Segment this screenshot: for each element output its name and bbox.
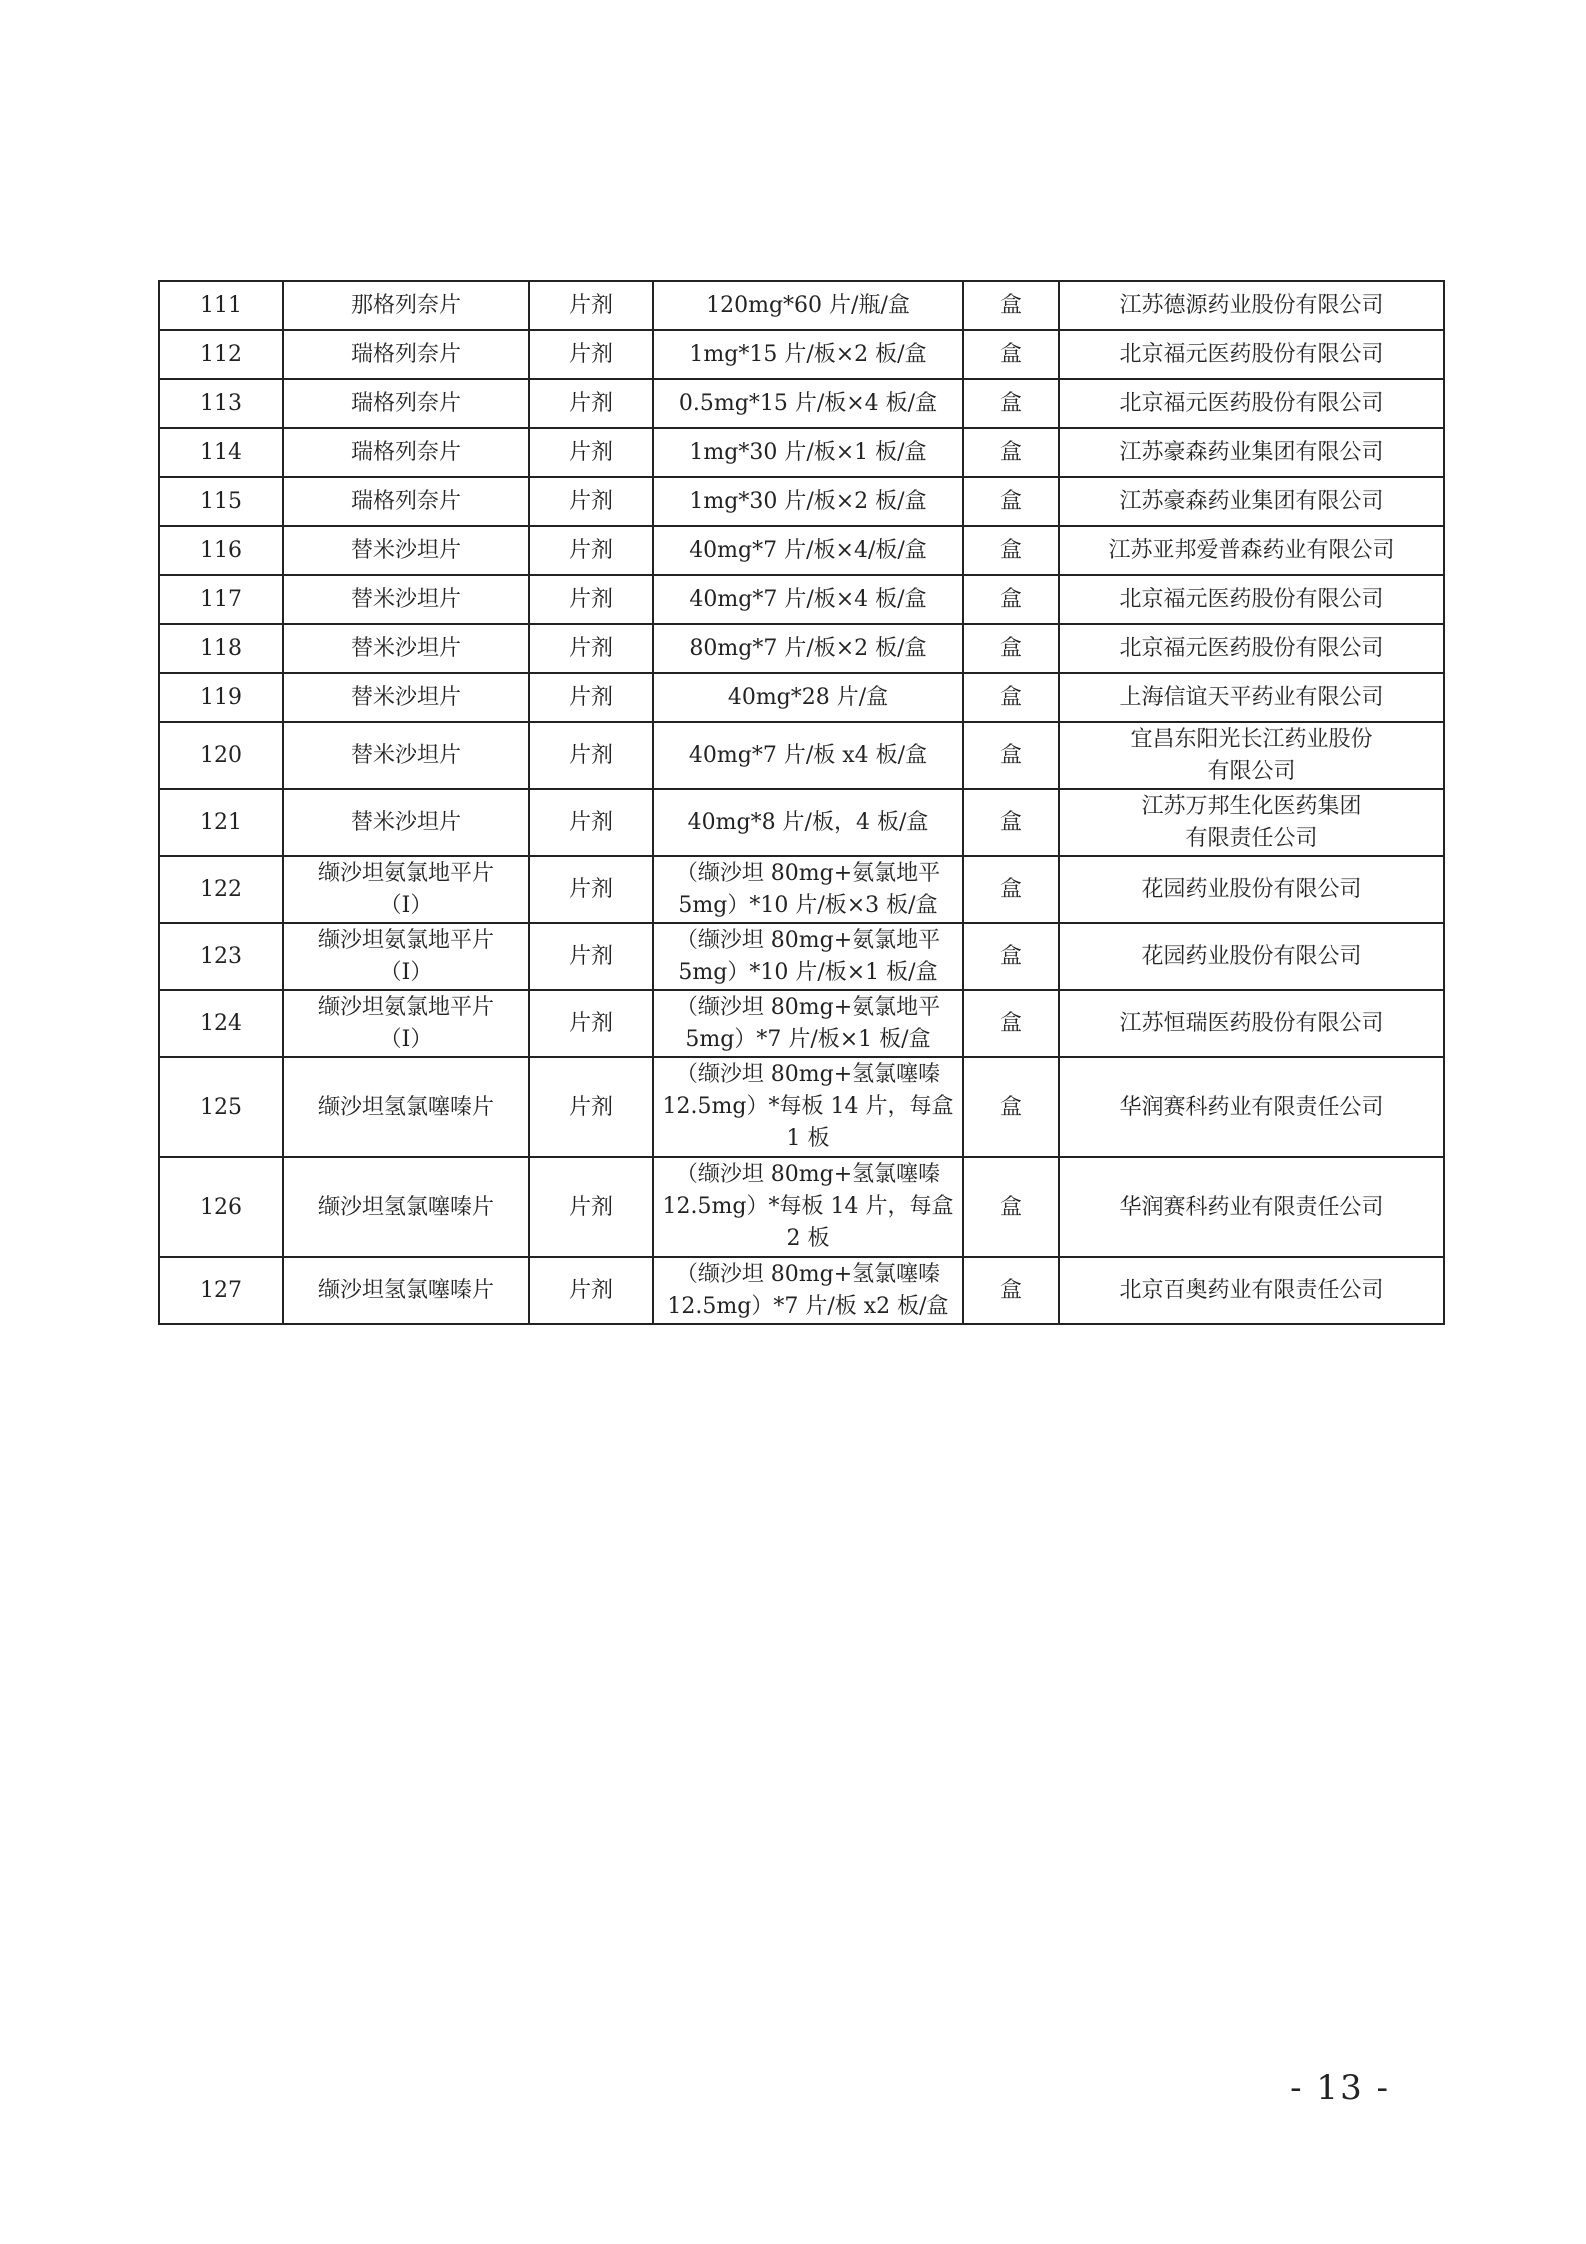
row-number-text: 113 [200,391,242,416]
dosage-form-text: 片剂 [568,1278,613,1303]
row-number-cell [159,526,283,575]
table-row [159,477,1444,526]
unit-cell [963,624,1059,673]
specification-line: 5mg）*7 片/板×1 板/盒 [685,1026,931,1052]
specification-line: （缬沙坦 80mg+氨氯地平 [675,860,941,886]
row-number-cell [159,330,283,379]
dosage-form-text: 片剂 [568,1011,613,1036]
drug-name-cell [283,789,529,856]
specification-line: 40mg*7 片/板×4 板/盒 [689,587,927,612]
drug-name-cell [283,1257,529,1324]
unit-text: 盒 [999,391,1022,416]
specification-cell [653,281,963,330]
unit-text: 盒 [999,342,1022,367]
dosage-form-text: 片剂 [568,440,613,465]
specification-line: 2 板 [786,1226,830,1251]
specification-line: 12.5mg）*每板 14 片，每盒 [662,1194,954,1219]
drug-name-line: 替米沙坦片 [350,743,461,768]
drug-list-table [158,280,1445,1325]
specification-line: 40mg*28 片/盒 [727,685,889,710]
drug-name-line: 瑞格列奈片 [350,489,461,514]
drug-name-cell [283,477,529,526]
manufacturer-line: 江苏豪森药业集团有限公司 [1119,440,1384,465]
row-number-text: 116 [200,538,242,563]
specification-line: 0.5mg*15 片/板×4 板/盒 [678,391,938,416]
row-number-text: 127 [200,1278,242,1303]
drug-name-cell [283,379,529,428]
dosage-form-text: 片剂 [568,1194,613,1220]
row-number-text: 115 [200,489,242,514]
manufacturer-cell [1059,1057,1444,1157]
dosage-form-text: 片剂 [568,685,613,710]
table-body [159,281,1444,1324]
manufacturer-line: 北京福元医药股份有限公司 [1119,587,1384,612]
manufacturer-cell [1059,1257,1444,1324]
manufacturer-cell [1059,477,1444,526]
row-number-cell [159,1257,283,1324]
dosage-form-text: 片剂 [568,636,613,661]
unit-text: 盒 [999,293,1022,318]
manufacturer-cell [1059,990,1444,1057]
drug-name-cell [283,990,529,1057]
specification-cell [653,477,963,526]
unit-cell [963,673,1059,722]
unit-text: 盒 [999,944,1022,969]
specification-cell [653,624,963,673]
table-row [159,330,1444,379]
table-row [159,281,1444,330]
drug-name-cell [283,1057,529,1157]
drug-name-line: 缬沙坦氨氯地平片 [317,860,494,886]
unit-cell [963,477,1059,526]
specification-line: 12.5mg）*每板 14 片，每盒 [662,1094,954,1119]
specification-line: （缬沙坦 80mg+氨氯地平 [675,994,941,1020]
dosage-form-text: 片剂 [568,342,613,367]
specification-cell [653,789,963,856]
unit-cell [963,281,1059,330]
dosage-form-text: 片剂 [568,587,613,612]
unit-cell [963,379,1059,428]
table-row [159,624,1444,673]
row-number-cell [159,575,283,624]
dosage-form-cell [529,1057,653,1157]
specification-line: 80mg*7 片/板×2 板/盒 [689,636,927,661]
drug-name-line: （Ⅰ） [379,959,433,985]
dosage-form-text: 片剂 [568,538,613,563]
drug-name-line: 缬沙坦氢氯噻嗪片 [317,1094,494,1120]
dosage-form-cell [529,330,653,379]
specification-line: 40mg*7 片/板 x4 板/盒 [688,743,928,768]
table-row [159,379,1444,428]
row-number-cell [159,990,283,1057]
specification-cell [653,526,963,575]
drug-name-cell [283,281,529,330]
specification-cell [653,990,963,1057]
drug-name-line: 缬沙坦氢氯噻嗪片 [317,1278,494,1303]
unit-text: 盒 [999,1278,1022,1303]
row-number-text: 120 [200,743,242,768]
specification-line: 12.5mg）*7 片/板 x2 板/盒 [667,1293,949,1319]
row-number-text: 117 [200,587,242,612]
row-number-cell [159,673,283,722]
row-number-cell [159,477,283,526]
unit-cell [963,856,1059,923]
specification-line: （缬沙坦 80mg+氢氯噻嗪 [675,1062,941,1087]
unit-cell [963,575,1059,624]
unit-cell [963,990,1059,1057]
manufacturer-line: 上海信谊天平药业有限公司 [1119,685,1384,710]
drug-name-line: 缬沙坦氨氯地平片 [317,927,494,953]
row-number-cell [159,281,283,330]
manufacturer-line: 江苏豪森药业集团有限公司 [1119,489,1384,514]
specification-cell [653,1057,963,1157]
manufacturer-line: 北京福元医药股份有限公司 [1119,391,1384,416]
drug-name-line: 替米沙坦片 [350,538,461,563]
row-number-cell [159,923,283,990]
row-number-cell [159,1157,283,1257]
dosage-form-cell [529,428,653,477]
drug-name-line: 替米沙坦片 [350,636,461,661]
drug-name-cell [283,1157,529,1257]
specification-cell [653,428,963,477]
dosage-form-text: 片剂 [568,743,613,768]
unit-text: 盒 [999,587,1022,612]
specification-line: 40mg*7 片/板×4/板/盒 [689,538,927,563]
specification-cell [653,575,963,624]
specification-line: 120mg*60 片/瓶/盒 [706,293,910,318]
drug-name-line: （Ⅰ） [379,892,433,918]
row-number-cell [159,789,283,856]
row-number-cell [159,379,283,428]
manufacturer-line: 江苏万邦生化医药集团 [1141,793,1362,819]
table-row [159,1157,1444,1257]
specification-cell [653,330,963,379]
drug-name-cell [283,673,529,722]
specification-cell [653,1257,963,1324]
row-number-cell [159,624,283,673]
row-number-text: 126 [200,1194,242,1220]
dosage-form-text: 片剂 [568,810,613,835]
dosage-form-cell [529,856,653,923]
unit-text: 盒 [999,685,1022,710]
specification-line: 5mg）*10 片/板×1 板/盒 [678,959,938,985]
drug-name-line: 瑞格列奈片 [350,391,461,416]
table-row [159,789,1444,856]
unit-text: 盒 [999,1094,1022,1120]
page-number: - 13 - [1290,2068,1390,2108]
drug-name-cell [283,856,529,923]
manufacturer-cell [1059,856,1444,923]
row-number-text: 111 [200,293,242,318]
manufacturer-cell [1059,923,1444,990]
drug-name-cell [283,526,529,575]
manufacturer-line: 有限公司 [1207,758,1296,784]
drug-name-cell [283,330,529,379]
dosage-form-cell [529,1157,653,1257]
specification-line: 1mg*15 片/板×2 板/盒 [689,342,927,367]
row-number-text: 112 [200,342,242,367]
unit-text: 盒 [999,810,1022,835]
drug-name-line: （Ⅰ） [379,1026,433,1052]
dosage-form-cell [529,477,653,526]
specification-line: （缬沙坦 80mg+氢氯噻嗪 [675,1162,941,1187]
drug-name-line: 替米沙坦片 [350,810,461,835]
unit-cell [963,526,1059,575]
dosage-form-text: 片剂 [568,877,613,902]
table-row [159,673,1444,722]
manufacturer-line: 江苏亚邦爱普森药业有限公司 [1108,538,1395,563]
unit-cell [963,330,1059,379]
manufacturer-line: 花园药业股份有限公司 [1141,944,1362,969]
unit-text: 盒 [999,538,1022,563]
row-number-text: 123 [200,944,242,969]
manufacturer-cell [1059,379,1444,428]
unit-cell [963,1057,1059,1157]
manufacturer-line: 北京百奥药业有限责任公司 [1119,1278,1384,1303]
manufacturer-cell [1059,330,1444,379]
row-number-cell [159,428,283,477]
table-row [159,1057,1444,1157]
specification-line: 1 板 [786,1126,830,1151]
row-number-text: 122 [200,877,242,902]
row-number-cell [159,856,283,923]
specification-cell [653,379,963,428]
drug-name-cell [283,624,529,673]
drug-name-line: 瑞格列奈片 [350,342,461,367]
unit-cell [963,428,1059,477]
manufacturer-line: 有限责任公司 [1185,825,1318,851]
dosage-form-cell [529,673,653,722]
manufacturer-line: 华润赛科药业有限责任公司 [1119,1094,1384,1120]
row-number-text: 119 [200,685,242,710]
manufacturer-cell [1059,789,1444,856]
row-number-text: 114 [200,440,242,465]
manufacturer-cell [1059,526,1444,575]
dosage-form-cell [529,281,653,330]
dosage-form-cell [529,1257,653,1324]
specification-cell [653,673,963,722]
table-row [159,990,1444,1057]
manufacturer-cell [1059,722,1444,789]
manufacturer-cell [1059,673,1444,722]
drug-name-line: 缬沙坦氨氯地平片 [317,994,494,1020]
specification-line: （缬沙坦 80mg+氢氯噻嗪 [675,1261,941,1287]
dosage-form-cell [529,526,653,575]
dosage-form-cell [529,379,653,428]
manufacturer-cell [1059,281,1444,330]
manufacturer-line: 花园药业股份有限公司 [1141,877,1362,902]
dosage-form-text: 片剂 [568,489,613,514]
manufacturer-line: 北京福元医药股份有限公司 [1119,636,1384,661]
specification-line: 5mg）*10 片/板×3 板/盒 [678,892,938,918]
drug-name-line: 缬沙坦氢氯噻嗪片 [317,1194,494,1220]
manufacturer-line: 宜昌东阳光长江药业股份 [1130,726,1373,752]
specification-cell [653,856,963,923]
table-row [159,575,1444,624]
table-row [159,722,1444,789]
row-number-text: 121 [200,810,242,835]
dosage-form-cell [529,990,653,1057]
drug-name-line: 替米沙坦片 [350,685,461,710]
unit-text: 盒 [999,440,1022,465]
specification-cell [653,1157,963,1257]
manufacturer-line: 华润赛科药业有限责任公司 [1119,1194,1384,1220]
drug-name-cell [283,428,529,477]
unit-text: 盒 [999,636,1022,661]
row-number-text: 125 [200,1094,242,1120]
specification-line: 1mg*30 片/板×2 板/盒 [689,489,927,514]
manufacturer-line: 江苏恒瑞医药股份有限公司 [1119,1011,1384,1036]
dosage-form-cell [529,624,653,673]
specification-cell [653,923,963,990]
unit-cell [963,789,1059,856]
drug-name-cell [283,923,529,990]
dosage-form-cell [529,575,653,624]
table-row [159,856,1444,923]
manufacturer-cell [1059,575,1444,624]
drug-name-line: 替米沙坦片 [350,587,461,612]
specification-line: （缬沙坦 80mg+氨氯地平 [675,927,941,953]
manufacturer-line: 北京福元医药股份有限公司 [1119,342,1384,367]
row-number-text: 124 [200,1011,242,1036]
specification-cell [653,722,963,789]
table-row [159,923,1444,990]
dosage-form-text: 片剂 [568,1094,613,1120]
table-row [159,526,1444,575]
manufacturer-cell [1059,428,1444,477]
row-number-cell [159,1057,283,1157]
drug-name-cell [283,575,529,624]
unit-text: 盒 [999,1011,1022,1036]
specification-line: 1mg*30 片/板×1 板/盒 [689,440,927,465]
drug-name-cell [283,722,529,789]
unit-cell [963,923,1059,990]
unit-cell [963,722,1059,789]
manufacturer-line: 江苏德源药业股份有限公司 [1119,293,1384,318]
dosage-form-text: 片剂 [568,944,613,969]
unit-text: 盒 [999,489,1022,514]
unit-text: 盒 [999,1194,1022,1220]
dosage-form-cell [529,789,653,856]
unit-cell [963,1257,1059,1324]
table-row [159,1257,1444,1324]
dosage-form-text: 片剂 [568,293,613,318]
drug-name-line: 那格列奈片 [350,293,461,318]
drug-name-line: 瑞格列奈片 [350,440,461,465]
table-row [159,428,1444,477]
unit-text: 盒 [999,877,1022,902]
dosage-form-text: 片剂 [568,391,613,416]
dosage-form-cell [529,923,653,990]
unit-text: 盒 [999,743,1022,768]
manufacturer-cell [1059,1157,1444,1257]
specification-line: 40mg*8 片/板，4 板/盒 [687,810,929,835]
row-number-cell [159,722,283,789]
row-number-text: 118 [200,636,242,661]
unit-cell [963,1157,1059,1257]
manufacturer-cell [1059,624,1444,673]
dosage-form-cell [529,722,653,789]
